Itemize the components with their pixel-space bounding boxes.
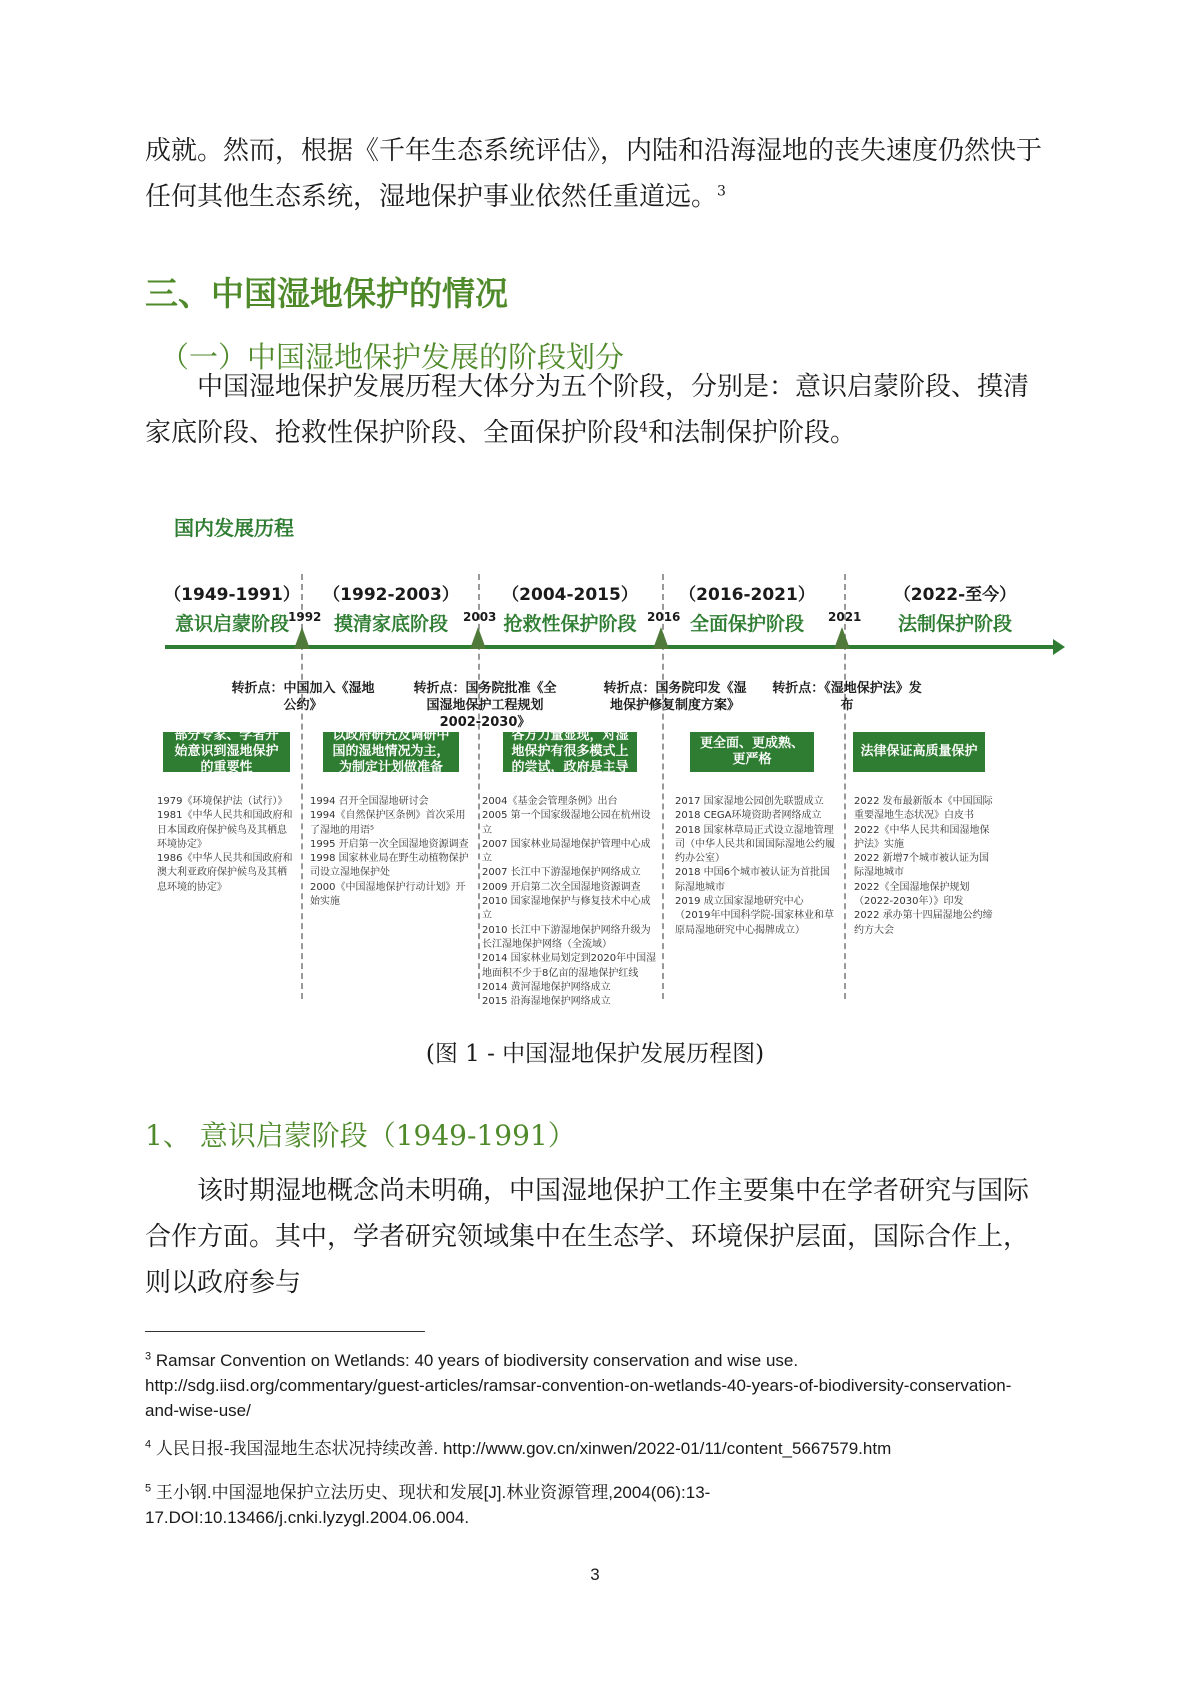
event-item: 2014 黄河湿地保护网络成立: [482, 981, 611, 993]
event-item: 2007 长江中下游湿地保护网络成立: [482, 867, 641, 879]
stage-summary-box: 部分专家、学者开始意识到湿地保护的重要性: [163, 732, 290, 772]
stage-header: [672, 580, 822, 636]
turning-point: 转折点：中国加入《湿地公约》: [231, 681, 375, 713]
milestone-marker-icon: [470, 627, 486, 649]
events-list: [157, 795, 295, 895]
footnote: [145, 1436, 1025, 1461]
stage-name: 法制保护阶段: [897, 613, 1012, 635]
timeline-figure: [157, 512, 1060, 1008]
stage-years: （2016-2021）: [679, 585, 815, 605]
event-item: 1998 国家林业局在野生动植物保护司设立湿地保护处: [310, 853, 469, 879]
stage-years: （2004-2015）: [502, 585, 638, 605]
footnote-ref[interactable]: 3: [717, 183, 726, 200]
period1-paragraph: 该时期湿地概念尚未明确，中国湿地保护工作主要集中在学者研究与国际合作方面。其中，学者研究领域集中在生态学、环境保护层面，国际合作上，则以政府参与: [145, 1176, 1030, 1298]
event-item: 2019 成立国家湿地研究中心（2019年中国科学院-国家林业和草原局湿地研究中心揭牌成立）: [675, 896, 835, 936]
event-item: 2004《基金会管理条例》出台: [482, 796, 618, 807]
footnote-ref[interactable]: 4: [639, 419, 648, 436]
events-list: [675, 795, 837, 938]
event-item: 1995 开启第一次全国湿地资源调查: [310, 838, 469, 850]
events-list: [854, 795, 994, 938]
event-item: 2022 承办第十四届湿地公约缔约方大会: [854, 910, 993, 936]
intro-paragraph: 成就。然而，根据《千年生态系统评估》，内陆和沿海湿地的丧失速度仍然快于任何其他生态系统，湿地保护事业依然任重道远。$^3$: [145, 136, 1043, 212]
turning-point: 转折点：国务院批准《全国湿地保护工程规划2002-2030》: [413, 681, 557, 730]
subsection-heading: （一）中国湿地保护发展的阶段划分: [160, 340, 625, 374]
event-item: 2005 第一个国家级湿地公园在杭州设立: [482, 810, 651, 836]
stage-name: 摸清家底阶段: [333, 613, 448, 635]
stage-name: 意识启蒙阶段: [174, 613, 289, 635]
event-item: 2009 开启第二次全国湿地资源调查: [482, 881, 641, 893]
events-list: [482, 795, 660, 1009]
turning-point: 转折点：《湿地保护法》发布: [772, 681, 922, 713]
section-heading: 三、中国湿地保护的情况: [145, 274, 508, 313]
footnote-text: 王小钢.中国湿地保护立法历史、现状和发展[J].林业资源管理,2004(06):13-17.DOI:10.13466/j.cnki.lyzygl.2004.06.004.: [145, 1483, 711, 1527]
milestone-marker-icon: [294, 627, 310, 649]
event-item: 2018 中国6个城市被认证为首批国际湿地城市: [675, 867, 830, 893]
stage-header: [495, 580, 645, 636]
footnote: [145, 1348, 1025, 1423]
stage-summary-box: 各方力量显现，对湿地保护有很多模式上的尝试，政府是主导: [503, 732, 637, 772]
footnote: [145, 1480, 1025, 1530]
footnote-text: 人民日报-我国湿地生态状况持续改善. http://www.gov.cn/xinwen/2022-01/11/content_5667579.htm: [155, 1439, 892, 1458]
event-item: 1979《环境保护法（试行）》: [157, 796, 288, 807]
stage-name: 抢救性保护阶段: [503, 613, 637, 635]
stages-paragraph: 中国湿地保护发展历程大体分为五个阶段，分别是：意识启蒙阶段、摸清家底阶段、抢救性保护阶段、全面保护阶段$^4$和法制保护阶段。: [145, 372, 1030, 448]
stage-years: （2022-至今）: [893, 585, 1017, 605]
stage-years: （1949-1991）: [164, 585, 300, 605]
footnote-text: Ramsar Convention on Wetlands: 40 years of biodiversity conservation and wise use. http://sdg.iisd.org/commentary/guest-articles/ramsar-convention-on-wetlands-40-years-of-biodiversity-conservation-and-wise-use/: [145, 1351, 1012, 1420]
footnote-number: 4: [145, 1438, 152, 1451]
milestone-marker-icon: [834, 627, 850, 649]
footnote-number: 5: [145, 1482, 152, 1495]
events-list: [310, 795, 470, 909]
event-item: 2007 国家林业局湿地保护管理中心成立: [482, 838, 651, 865]
page-number: 3: [590, 1565, 600, 1584]
milestone-year: 2021: [828, 610, 862, 624]
footnote-divider: [145, 1331, 425, 1332]
event-item: 2015 沿海湿地保护网络成立: [482, 996, 611, 1008]
stage-header: [316, 580, 466, 636]
event-item: 2018 国家林草局正式设立湿地管理司（中华人民共和国国际湿地公约履约办公室）: [675, 824, 835, 865]
event-item: 1994 召开全国湿地研讨会: [310, 796, 429, 807]
event-item: 1981《中华人民共和国政府和日本国政府保护候鸟及其栖息环境协定》: [157, 810, 293, 850]
event-item: 2022《全国湿地保护规划（2022-2030年）》印发: [854, 881, 970, 908]
period-heading: 1、 意识启蒙阶段（1949-1991）: [145, 1119, 576, 1152]
event-item: 1994《自然保护区条例》首次采用了湿地的用语⁵: [310, 810, 466, 836]
footnote-number: 3: [145, 1350, 152, 1363]
milestone-year: 2003: [463, 610, 497, 624]
stage-years: （1992-2003）: [323, 585, 459, 605]
event-item: 1986《中华人民共和国政府和澳大利亚政府保护候鸟及其栖息环境的协定》: [157, 853, 293, 893]
milestone-marker-icon: [653, 627, 669, 649]
event-item: 2022《中华人民共和国湿地保护法》实施: [854, 824, 990, 850]
stage-summary-box: 以政府研究及调研中国的湿地情况为主，为制定计划做准备: [323, 732, 459, 772]
stage-name: 全面保护阶段: [689, 613, 804, 635]
event-item: 2018 CEGA环境资助者网络成立: [675, 810, 822, 822]
figure-title: 国内发展历程: [174, 516, 294, 540]
milestone-year: 2016: [647, 610, 681, 624]
event-item: 2000《中国湿地保护行动计划》开始实施: [310, 881, 466, 908]
event-item: 2022 发布最新版本《中国国际重要湿地生态状况》白皮书: [854, 796, 993, 822]
stage-header: [880, 580, 1030, 636]
figure-caption: (图 1 - 中国湿地保护发展历程图): [425, 1041, 765, 1067]
stage-header: [157, 580, 307, 636]
stage-summary-box: 更全面、更成熟、更严格: [690, 732, 814, 772]
stage-summary-box: 法律保证高质量保护: [853, 732, 985, 772]
event-item: 2010 国家湿地保护与修复技术中心成立: [482, 896, 651, 922]
milestone-year: 1992: [288, 610, 322, 624]
event-item: 2017 国家湿地公园创先联盟成立: [675, 796, 824, 807]
event-item: 2022 新增7个城市被认证为国际湿地城市: [854, 853, 989, 879]
arrow-right-icon: [1053, 639, 1065, 655]
turning-point: 转折点：国务院印发《湿地保护修复制度方案》: [603, 681, 747, 713]
event-item: 2014 国家林业局划定到2020年中国湿地面积不少于8亿亩的湿地保护红线: [482, 953, 657, 979]
event-item: 2010 长江中下游湿地保护网络升级为长江湿地保护网络（全流域）: [482, 924, 651, 950]
